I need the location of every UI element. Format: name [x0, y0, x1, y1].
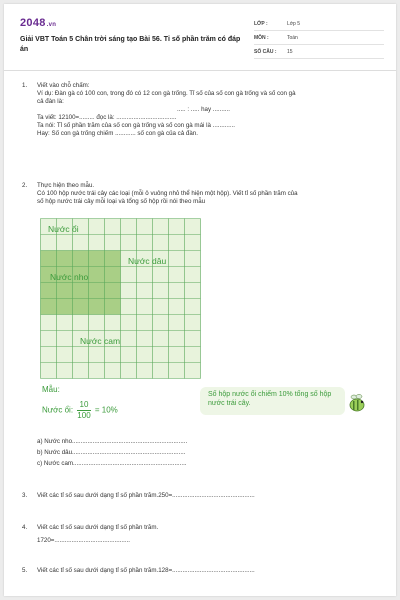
site-logo[interactable]	[20, 17, 56, 29]
answer-line: c) Nước cam..................................................................	[37, 460, 187, 467]
question-number: 2.	[22, 182, 28, 189]
q2-line: Có 100 hộp nước trái cây các loại (mỗi ô vuông nhỏ thể hiện một hộp). Viết tỉ số phần trăm của	[37, 190, 298, 197]
answer-line: b) Nước dâu..................................................................	[37, 449, 186, 456]
logo-text: 2048	[20, 17, 46, 29]
q1-line: ..... : ..... hay ..........	[177, 106, 230, 113]
question-text: Viết các tỉ số sau dưới dạng tỉ số phần trăm.	[37, 524, 159, 531]
question-number: 3.	[22, 492, 28, 499]
question-text: Viết các tỉ số sau dưới dạng tỉ số phần trăm.128=................................................	[37, 567, 255, 574]
q1-line: Viết vào chỗ chấm:	[37, 82, 90, 89]
meta-key: SỐ CÂU :	[254, 49, 277, 55]
label-nuoc-cam: Nước cam	[80, 336, 121, 346]
q1-line: Ví dụ: Đàn gà có 100 con, trong đó có 12 con gà trống. Tỉ số của số con gà trống và số con gà	[37, 90, 296, 97]
juice-grid	[40, 218, 201, 379]
q1-line: Ta nói: Tỉ số phần trăm của số con gà trống và số con gà mái là .............	[37, 122, 235, 129]
question-body	[37, 182, 382, 206]
answer-body	[37, 438, 382, 468]
meta-value: Toán	[287, 35, 298, 41]
hundred-square-grid	[40, 218, 201, 379]
bee-mascot-icon	[347, 393, 367, 413]
meta-value: Lớp 5	[287, 21, 301, 27]
question-body	[37, 82, 382, 138]
q1-line: Hay: Số con gà trống chiếm ............ số con gà của cả đàn.	[37, 130, 198, 137]
meta-key: MÔN :	[254, 35, 269, 41]
meta-count	[254, 47, 384, 59]
sample-formula	[42, 400, 118, 421]
q1-line: Ta viết: 12100=......... đọc là: ...................................	[37, 114, 177, 121]
logo-suffix: .vn	[46, 22, 57, 28]
meta-key: LỚP :	[254, 21, 268, 27]
speech-bubble: Số hộp nước ổi chiếm 10% tổng số hộp nước trái cây.	[200, 387, 345, 415]
q1-line: cả đàn là:	[37, 98, 64, 105]
sample-fraction	[77, 400, 90, 421]
answer-line: a) Nước nho...................................................................	[37, 438, 188, 445]
question-number: 4.	[22, 524, 28, 531]
fraction-denominator: 100	[77, 411, 91, 420]
sample-label: Mẫu:	[42, 385, 60, 394]
label-nuoc-nho: Nước nho	[50, 272, 89, 282]
sample-prefix: Nước ổi:	[42, 405, 74, 415]
question-text: 1720=............................................	[37, 537, 131, 544]
sample-box	[40, 383, 370, 433]
meta-value: 15	[287, 49, 293, 55]
q2-line: số hộp nước trái cây mỗi loại và tổng số hộp rồi nói theo mẫu	[37, 198, 206, 205]
question-number: 1.	[22, 82, 28, 89]
sample-result: = 10%	[94, 405, 118, 415]
header	[4, 4, 396, 71]
page-title: Giải VBT Toán 5 Chân trời sáng tạo Bài 56. Tỉ số phần trăm có đáp án	[20, 36, 241, 53]
question-text: Viết các tỉ số sau dưới dạng tỉ số phần trăm.250=................................................	[37, 492, 255, 499]
label-nuoc-oi: Nước ổi	[48, 224, 79, 234]
fraction-numerator: 10	[77, 400, 90, 411]
q2-line: Thực hiện theo mẫu.	[37, 182, 95, 189]
question-body	[37, 524, 382, 545]
question-number: 5.	[22, 567, 28, 574]
meta-subject	[254, 33, 384, 45]
label-nuoc-dau: Nước dâu	[128, 256, 167, 266]
meta-class	[254, 19, 384, 31]
